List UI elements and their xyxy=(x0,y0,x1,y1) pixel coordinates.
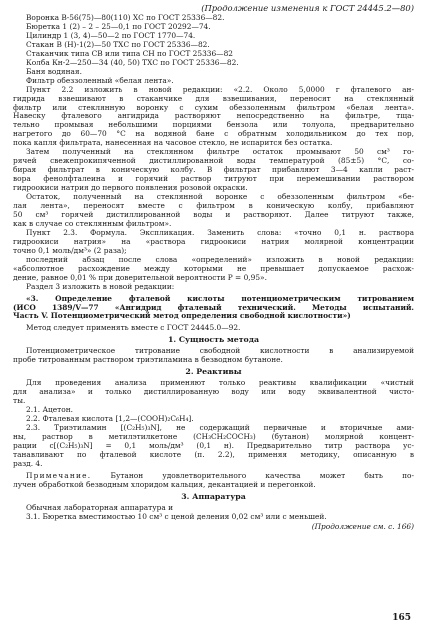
equipment-item: Стакан В (Н)-1(2)—50 ТХС по ГОСТ 25336—82. xyxy=(26,40,210,49)
text-line: рячей свежепрокипяченной дистиллированной воды температурой (85±5) °С, со- xyxy=(13,157,414,166)
text-line: пробе титрованным раствором триэтиламина в безводном бутаноне. xyxy=(13,356,283,365)
text-line: рации c[(C₂H₅)₃N] = 0,1 моль/дм³ (0,1 н). Предварительно титр раствора ус- xyxy=(13,441,414,450)
text-line: фильтр или стеклянную воронку с сухим обеззоленным фильтром «белая лента». xyxy=(13,103,414,112)
text-line: как в случае со стеклянным фильтром». xyxy=(13,219,172,228)
equipment-item: Воронка В-56(75)—80(110) ХС по ГОСТ 25336—82. xyxy=(26,14,225,22)
paragraph-2-2 xyxy=(13,86,414,149)
equipment-item: Стаканчик типа СВ или типа СН по ГОСТ 25336—82 xyxy=(26,49,233,58)
text-line: лая лента», переносят вместе с фильтром в коническую колбу, прибавляют xyxy=(13,202,414,211)
text-line: 2.3. Триэтиламин [(C₂H₅)₃N], не содержащий первичные и вторичные ами- xyxy=(26,423,414,432)
heading-apparatus: 3. Аппаратура xyxy=(181,491,246,501)
text-line: ты. xyxy=(13,397,26,406)
title-line: Часть V. Потенциометрический метод определения свободной кислотности») xyxy=(13,312,351,321)
note xyxy=(13,472,414,490)
text-line: танавливают по фталевой кислоте (п. 2.2), применяя методику, описанную в xyxy=(13,450,414,459)
text-line: Для проведения анализа применяют только реактивы квалификации «чистый xyxy=(26,379,414,388)
text-line: Бутанон удовлетворительного качества может быть по- xyxy=(91,471,414,480)
text-line: для анализа» и только дистиллированную воду или воду эквивалентной чисто- xyxy=(13,388,414,397)
continuation-header: (Продолжение изменения к ГОСТ 24445.2—80) xyxy=(201,3,414,13)
text-line: Навеску фталевого ангидрида растворяют непосредственно на фильтре, тща- xyxy=(13,112,414,121)
text-line: разд. 4. xyxy=(13,459,43,468)
reagent-triethylamine xyxy=(13,424,414,469)
text-line: пока капля фильтрата, нанесенная на часовое стекло, не испарится без остатка. xyxy=(13,139,333,148)
heading-reagents: 2. Реактивы xyxy=(185,367,242,377)
method-reference: Метод следует применять вместе с ГОСТ 24445.0—92. xyxy=(26,324,241,333)
section-3-instruction: Раздел 3 изложить в новой редакции: xyxy=(26,282,175,291)
heading-essence: 1. Сущность метода xyxy=(168,335,259,345)
equipment-list xyxy=(13,14,414,86)
text-line: Пункт 2.2 изложить в новой редакции: «2.2. Около 5,0000 г фталевого ан- xyxy=(26,85,414,94)
text-line: 50 см³ горячей дистиллированной воды и растворяют. Далее титруют также, xyxy=(13,210,414,219)
title-line: (ИСО 1389/V—77 «Ангидрид фталевый технический. Методы испытаний. xyxy=(13,303,414,312)
section-3-title xyxy=(13,295,414,322)
paragraph-2-2-wash xyxy=(13,148,414,193)
equipment-item: Баня водяная. xyxy=(26,67,82,76)
paragraph-2-2-residue xyxy=(13,193,414,229)
text-line: Остаток, полученный на стеклянной воронке с обеззоленным фильтром «бе- xyxy=(26,193,414,202)
text-line: точно 0,1 моль/дм³» (2 раза); xyxy=(13,246,127,255)
text-line: лучен обработкой безводным хлоридом кальция, декантацией и перегонкой. xyxy=(13,480,316,489)
text-line: Пункт 2.3. Формула. Экспликация. Заменить слова: «точно 0,1 н. раствора xyxy=(26,228,414,237)
equipment-item: Цилиндр 1 (3, 4)—50—2 по ГОСТ 1770—74. xyxy=(26,31,196,40)
text-line: нагретого до 60—70 °С на водяной бане с обратным холодильником до тех пор, xyxy=(13,130,414,139)
text-line: тельно промывая небольшими порциями бензола или толуола, предварительно xyxy=(13,121,414,130)
text-line: гидроокиси натрия» на «раствора гидроокиси натрия молярной концентрации xyxy=(13,237,414,246)
page-number: 165 xyxy=(392,613,411,624)
text-line: вора фенолфталеина и горячий раствор титруют при перемешивании раствором xyxy=(13,175,414,184)
note-label: Примечание. xyxy=(26,471,92,480)
reagent-acetone: 2.1. Ацетон. xyxy=(26,406,73,415)
text-line: гидрида взвешивают в стаканчике для взвешивания, переносят на стеклянный xyxy=(13,94,414,103)
reagent-phthalic-acid: 2.2. Фталевая кислота [1,2—(COOH)₂C₆H₄]. xyxy=(26,414,194,423)
text-line: Обычная лабораторная аппаратура и xyxy=(26,503,174,512)
paragraph-2-3-last xyxy=(13,256,414,283)
paragraph-2-3 xyxy=(13,229,414,256)
text-line: гидроокиси натрия до первого появления розовой окраски. xyxy=(13,184,248,193)
text-line: Потенциометрическое титрование свободной кислотности в анализируемой xyxy=(26,347,414,356)
text-line: «абсолютное расхождение между которыми не превышает допускаемое расхож- xyxy=(13,264,414,273)
title-line: «3. Определение фталевой кислоты потенциометрическим титрованием xyxy=(26,294,414,303)
text-line: дение, равное 0,01 % при доверительной вероятности P = 0,95». xyxy=(13,273,267,282)
equipment-item: Колба Кн-2—250—34 (40, 50) ТХС по ГОСТ 25336—82. xyxy=(26,58,239,67)
equipment-item: Бюретка 1 (2) – 2 – 25—0,1 по ГОСТ 20292—74. xyxy=(26,22,211,31)
continuation-footer: (Продолжение см. с. 166) xyxy=(311,523,414,532)
text-line: ны, раствор в метилэтилкетоне (CH₃CH₂COCH₃) (бутанон) молярной концент- xyxy=(13,432,414,441)
apparatus-burette: 3.1. Бюретка вместимостью 10 см³ с ценой деления 0,02 см³ или с меньшей. xyxy=(26,512,327,521)
text-line: последний абзац после слова «определений» изложить в новой редакции: xyxy=(26,255,414,264)
equipment-item: Фильтр обеззоленный «белая лента». xyxy=(26,76,174,85)
text-line: бирая фильтрат в коническую колбу. В фильтрат прибавляют 3—4 капли раст- xyxy=(13,166,414,175)
text-line: Затем полученный на стеклянном фильтре остаток промывают 50 см³ го- xyxy=(26,148,414,157)
